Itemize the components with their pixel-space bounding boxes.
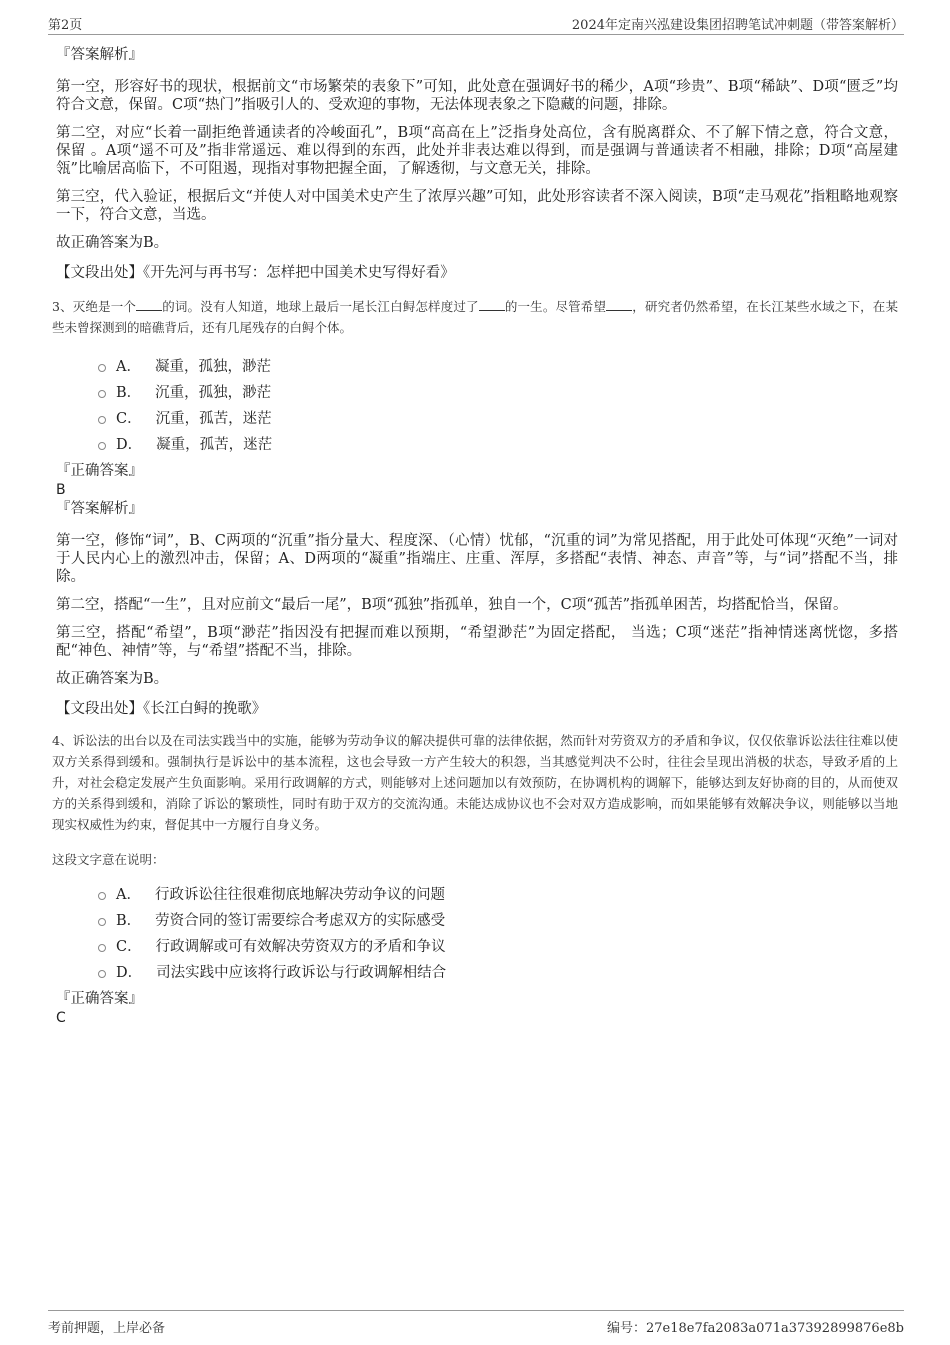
passage-source: 【文段出处】《长江白鲟的挽歌》 bbox=[56, 701, 267, 717]
option-b[interactable]: B． 沉重，孤独，渺茫 bbox=[98, 378, 898, 404]
option-c[interactable]: C． 行政调解或可有效解决劳资双方的矛盾和争议 bbox=[98, 932, 898, 958]
radio-button[interactable] bbox=[98, 892, 106, 900]
analysis-paragraph: 第三空，搭配“希望”，B项“渺茫”指因没有把握而难以预期，“希望渺茫”为固定搭配， 当选；C项“迷茫”指神情迷离恍惚，多搭配“神色、神情”等，与“希望”搭配不当，排除。 bbox=[56, 625, 898, 659]
radio-button[interactable] bbox=[98, 918, 106, 926]
option-a[interactable]: A． 凝重，孤独，渺茫 bbox=[98, 352, 898, 378]
answer-label: 『正确答案』 bbox=[56, 991, 143, 1007]
question-stem: 3、灭绝是一个 的词。没有人知道，地球上最后一尾长江白鲟怎样度过了 的一生。尽管希望 ，研究者仍然希望，在长江某些水域之下，在某些未曾探测到的暗礁背后，还有几尾残存的白鲟个体。 bbox=[52, 299, 898, 335]
option-d[interactable]: D． 凝重，孤苦，迷茫 bbox=[98, 430, 898, 456]
analysis-conclusion: 故正确答案为B。 bbox=[56, 671, 169, 687]
option-list bbox=[56, 352, 898, 456]
correct-answer: B bbox=[56, 482, 66, 498]
answer-label: 『正确答案』 bbox=[56, 463, 143, 479]
analysis-paragraph: 第二空，搭配“一生”，且对应前文“最后一尾”，B项“孤独”指孤单，独自一个，C项“孤苦”指孤单困苦，均搭配恰当，保留。 bbox=[56, 597, 848, 613]
question-stem: 4、诉讼法的出台以及在司法实践当中的实施，能够为劳动争议的解决提供可靠的法律依据，然而针对劳资双方的矛盾和争议，仅仅依靠诉讼法往往难以使双方关系得到缓和。强制执行是诉讼中的基本流程，这也会导致一方产生较大的积怨，当其感觉判决不公时，往往会呈现出消极的状态，导致矛盾的上升，对社会稳定发展产生负面影响。采用行政调解的方式，则能够对上述问题加以有效预防，在协调机构的调解下，能够达到友好协商的目的，从而使双方的关系得到缓和，消除了诉讼的繁琐性，同时有助于双方的交流沟通。未能达成协议也不会对双方造成影响，而如果能够有效解决争议，则能够以当地现实权威性为约束，督促其中一方履行自身义务。 bbox=[52, 733, 898, 832]
radio-button[interactable] bbox=[98, 364, 106, 372]
option-list bbox=[56, 880, 898, 984]
page-footer bbox=[48, 1310, 904, 1337]
analysis-paragraph: 第三空，代入验证，根据后文“并使人对中国美术史产生了浓厚兴趣”可知，此处形容读者不深入阅读，B项“走马观花”指粗略地观察一下，符合文意，当选。 bbox=[56, 189, 898, 223]
page-header bbox=[48, 12, 904, 35]
document-id: 编号：27e18e7fa2083a071a37392899876e8b bbox=[607, 1321, 904, 1336]
option-d[interactable]: D． 司法实践中应该将行政诉讼与行政调解相结合 bbox=[98, 958, 898, 984]
blank bbox=[606, 298, 632, 311]
option-a[interactable]: A． 行政诉讼往往很难彻底地解决劳动争议的问题 bbox=[98, 880, 898, 906]
page-content bbox=[52, 46, 898, 1026]
question-prompt: 这段文字意在说明： bbox=[52, 852, 165, 867]
analysis-paragraph: 第二空，对应“长着一副拒绝普通读者的冷峻面孔”，B项“高高在上”泛指身处高位，含有脱离群众、不了解下情之意，符合文意， 保留 。A项“遥不可及”指非常遥远、难以得到的东西，此处并非表达难以得到，而是强调与普通读者不相融，排除；D项“高屋建瓴”比喻居高临下，不可阻遏，现指对事物把握全面，了解透彻，与文意无关，排除。 bbox=[56, 125, 898, 177]
option-c[interactable]: C． 沉重，孤苦，迷茫 bbox=[98, 404, 898, 430]
radio-button[interactable] bbox=[98, 390, 106, 398]
passage-source: 【文段出处】《开先河与再书写：怎样把中国美术史写得好看》 bbox=[56, 265, 455, 281]
blank bbox=[136, 298, 162, 311]
correct-answer: C bbox=[56, 1010, 66, 1026]
radio-button[interactable] bbox=[98, 442, 106, 450]
analysis-conclusion: 故正确答案为B。 bbox=[56, 235, 169, 251]
footer-slogan: 考前押题，上岸必备 bbox=[48, 1321, 166, 1336]
radio-button[interactable] bbox=[98, 416, 106, 424]
analysis-label: 『答案解析』 bbox=[56, 501, 143, 517]
page-number: 第2页 bbox=[48, 18, 83, 33]
option-b[interactable]: B． 劳资合同的签订需要综合考虑双方的实际感受 bbox=[98, 906, 898, 932]
analysis-paragraph: 第一空，修饰“词”，B、C两项的“沉重”指分量大、程度深、（心情）忧郁，“沉重的词”为常见搭配，用于此处可体现“灭绝”一词对于人民内心上的激烈冲击，保留；A、D两项的“凝重”指端庄、庄重、浑厚，多搭配“表情、神态、声音”等，与“词”搭配不当，排除。 bbox=[56, 533, 898, 585]
analysis-label: 『答案解析』 bbox=[56, 47, 143, 63]
radio-button[interactable] bbox=[98, 944, 106, 952]
document-title: 2024年定南兴泓建设集团招聘笔试冲刺题（带答案解析） bbox=[571, 18, 904, 33]
blank bbox=[479, 298, 505, 311]
radio-button[interactable] bbox=[98, 970, 106, 978]
analysis-paragraph: 第一空，形容好书的现状，根据前文“市场繁荣的表象下”可知，此处意在强调好书的稀少，A项“珍贵”、B项“稀缺”、D项“匮乏”均符合文意，保留。C项“热门”指吸引人的、受欢迎的事物，无法体现表象之下隐藏的问题，排除。 bbox=[56, 79, 898, 113]
